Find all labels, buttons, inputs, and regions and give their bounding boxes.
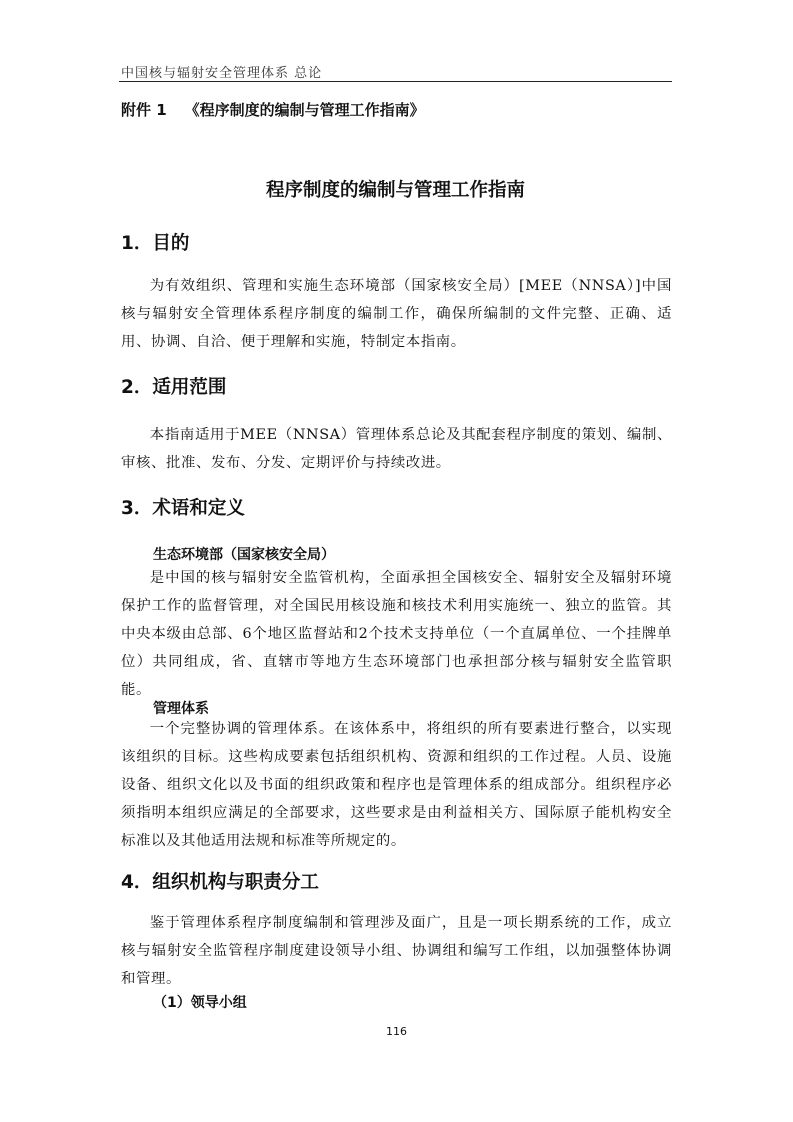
header-rule [119,81,672,82]
term-mee-nnsa: 生态环境部（国家核安全局） [153,547,335,563]
section-paragraph-organization: 鉴于管理体系程序制度编制和管理涉及面广，且是一项长期系统的工作，成立核与辐射安全监管程序制度建设领导小组、协调组和编写工作组，以加强整体协调和管理。 [121,915,672,987]
page-number: 116 [386,1025,407,1038]
section-heading-terms: 3．术语和定义 [121,498,245,519]
term-definition-mee-nnsa: 是中国的核与辐射安全监管机构，全面承担全国核安全、辐射安全及辐射环境保护工作的监督管理，对全国民用核设施和核技术利用实施统一、独立的监管。其中央本级由总部、6个地区监督站和2个技术支持单位（一个直属单位、一个挂牌单位）共同组成，省、直辖市等地方生态环境部门也承担部分核与辐射安全监管职能。 [121,570,672,698]
section-paragraph-purpose: 为有效组织、管理和实施生态环境部（国家核安全局）[MEE（NNSA）]中国核与辐射安全管理体系程序制度的编制工作，确保所编制的文件完整、正确、适用、协调、自洽、便于理解和实施，特制定本指南。 [121,278,672,350]
term-management-system: 管理体系 [153,701,209,717]
section-heading-organization: 4．组织机构与职责分工 [121,872,319,893]
attachment-label: 附件 1 [121,101,167,119]
subheading-leading-group: （1）领导小组 [153,995,247,1011]
term-definition-management-system: 一个完整协调的管理体系。在该体系中，将组织的所有要素进行整合，以实现该组织的目标。这些构成要素包括组织机构、资源和组织的工作过程。人员、设施设备、组织文化以及书面的组织政策和程序也是管理体系的组成部分。组织程序必须指明本组织应满足的全部要求，这些要求是由利益相关方、国际原子能机构安全标准以及其他适用法规和标准等所规定的。 [121,721,672,849]
attachment-line [121,99,425,120]
running-header: 中国核与辐射安全管理体系 总论 [121,66,323,81]
document-title: 程序制度的编制与管理工作指南 [265,180,525,201]
section-paragraph-scope: 本指南适用于MEE（NNSA）管理体系总论及其配套程序制度的策划、编制、审核、批准、发布、分发、定期评价与持续改进。 [121,427,672,471]
attachment-title: 《程序制度的编制与管理工作指南》 [184,101,425,119]
section-heading-purpose: 1．目的 [121,233,190,254]
section-heading-scope: 2．适用范围 [121,377,227,398]
